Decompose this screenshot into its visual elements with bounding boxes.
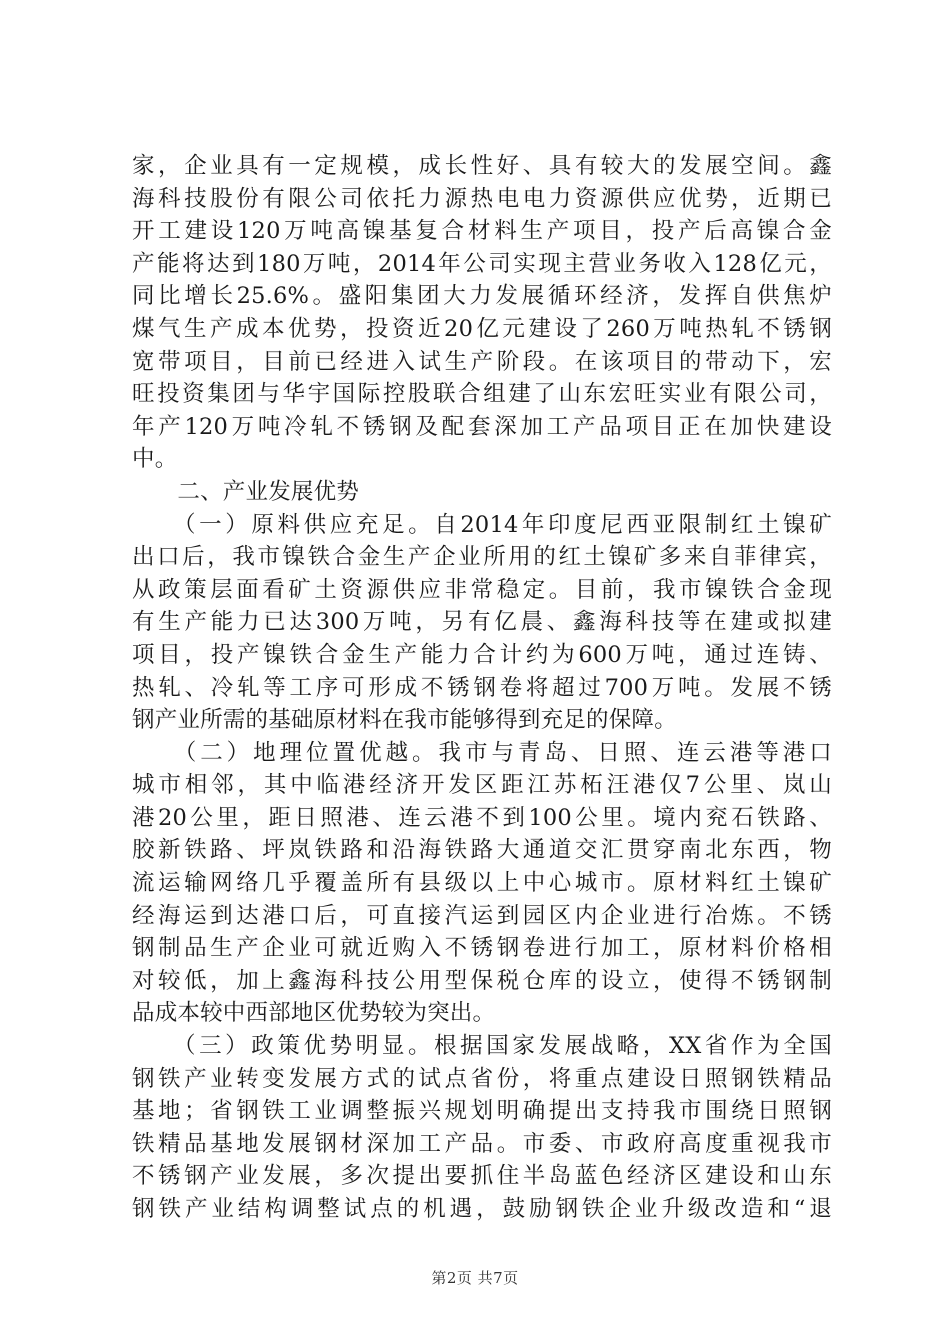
page-number-footer: 第2页 共7页 (431, 1269, 519, 1287)
text-line: 同比增长25.6%。盛阳集团大力发展循环经济，发挥自供焦炉 (132, 283, 832, 310)
text-line: 铁精品基地发展钢材深加工产品。市委、市政府高度重视我市 (132, 1130, 832, 1157)
text-line: 旺投资集团与华宇国际控股联合组建了山东宏旺实业有限公司， (132, 381, 832, 408)
text-line: 钢产业所需的基础原材料在我市能够得到充足的保障。 (132, 707, 677, 734)
text-line: 家，企业具有一定规模，成长性好、具有较大的发展空间。鑫 (132, 153, 832, 179)
text-line: 海科技股份有限公司依托力源热电电力资源供应优势，近期已 (132, 185, 832, 212)
text-line: 出口后，我市镍铁合金生产企业所用的红土镍矿多来自菲律宾， (132, 544, 832, 571)
text-line: 宽带项目，目前已经进入试生产阶段。在该项目的带动下，宏 (132, 348, 832, 375)
text-line: 年产120万吨冷轧不锈钢及配套深加工产品项目正在加快建设 (132, 413, 832, 440)
text-line: 不锈钢产业发展，多次提出要抓住半岛蓝色经济区建设和山东 (132, 1163, 832, 1190)
text-line: 钢制品生产企业可就近购入不锈钢卷进行加工，原材料价格相 (132, 935, 832, 962)
text-line: 中。 (132, 446, 178, 473)
text-line: 钢铁产业转变发展方式的试点省份，将重点建设日照钢铁精品 (132, 1065, 832, 1092)
text-line: 项目，投产镍铁合金生产能力合计约为600万吨，通过连铸、 (132, 641, 832, 668)
text-line: （一）原料供应充足。自2014年印度尼西亚限制红土镍矿 (132, 511, 832, 538)
document-body (132, 150, 832, 1226)
text-line: 煤气生产成本优势，投资近20亿元建设了260万吨热轧不锈钢 (132, 315, 832, 342)
text-line: 有生产能力已达300万吨，另有亿晨、鑫海科技等在建或拟建 (132, 609, 832, 636)
text-line: 港20公里，距日照港、连云港不到100公里。境内兖石铁路、 (132, 804, 832, 831)
text-line: 胶新铁路、坪岚铁路和沿海铁路大通道交汇贯穿南北东西，物 (132, 837, 832, 864)
text-line: 开工建设120万吨高镍基复合材料生产项目，投产后高镍合金 (132, 218, 832, 245)
text-line: （二）地理位置优越。我市与青岛、日照、连云港等港口 (132, 739, 832, 766)
text-line: 经海运到达港口后，可直接汽运到园区内企业进行冶炼。不锈 (132, 902, 832, 929)
text-line: 城市相邻，其中临港经济开发区距江苏柘汪港仅7公里、岚山 (132, 772, 832, 799)
text-line: 钢铁产业结构调整试点的机遇，鼓励钢铁企业升级改造和“退 (132, 1196, 832, 1222)
text-line: 基地；省钢铁工业调整振兴规划明确提出支持我市围绕日照钢 (132, 1098, 832, 1125)
text-line: 对较低，加上鑫海科技公用型保税仓库的设立，使得不锈钢制 (132, 967, 832, 994)
text-line: 流运输网络几乎覆盖所有县级以上中心城市。原材料红土镍矿 (132, 870, 832, 897)
text-line: （三）政策优势明显。根据国家发展战略，XX省作为全国 (132, 1033, 832, 1060)
section-heading: 二、产业发展优势 (132, 478, 360, 505)
text-line: 产能将达到180万吨，2014年公司实现主营业务收入128亿元， (132, 250, 832, 277)
text-line: 从政策层面看矿土资源供应非常稳定。目前，我市镍铁合金现 (132, 576, 832, 603)
text-line: 热轧、冷轧等工序可形成不锈钢卷将超过700万吨。发展不锈 (132, 674, 832, 701)
text-line: 品成本较中西部地区优势较为突出。 (132, 1000, 496, 1027)
